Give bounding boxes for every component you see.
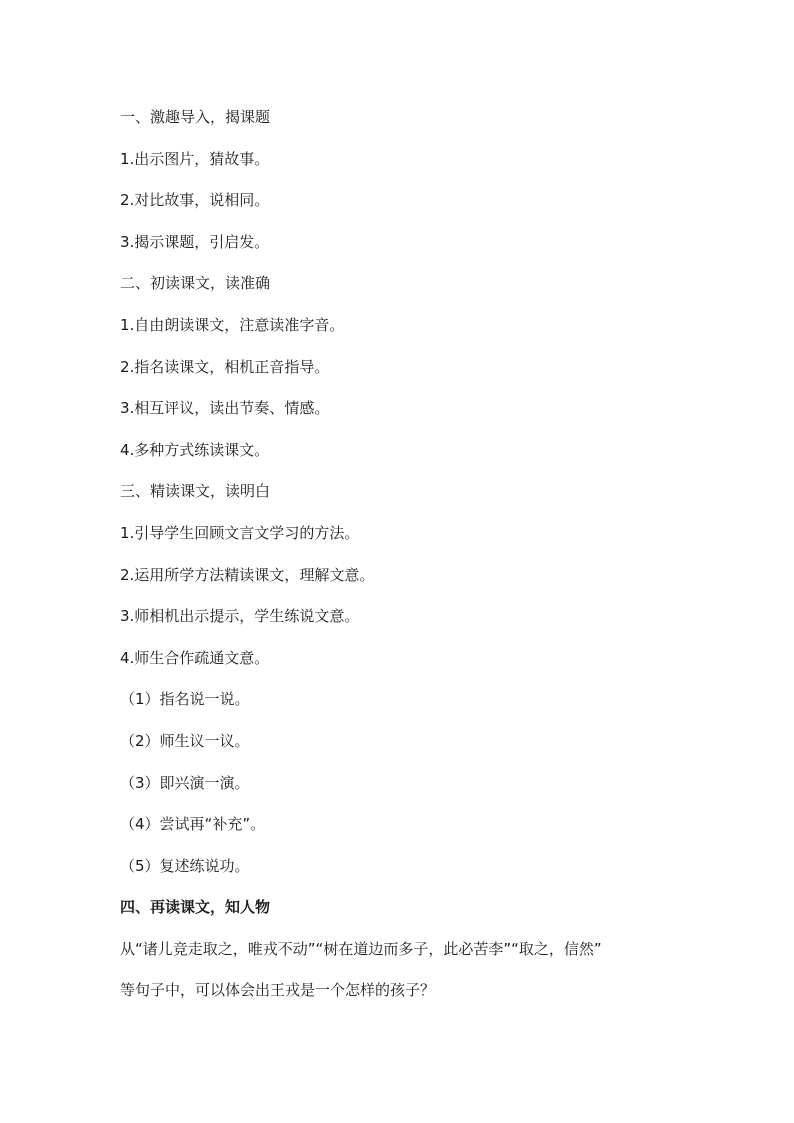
section-heading-3: 三、精读课文，读明白	[120, 482, 271, 501]
paragraph-line-2: 等句子中，可以体会出王戎是一个怎样的孩子？	[120, 981, 436, 1000]
section-heading-2: 二、初读课文，读准确	[120, 274, 271, 293]
paragraph-line-1: 从“诸儿竞走取之，唯戎不动”“树在道边而多子，此必苦李”“取之，信然”	[120, 939, 602, 958]
list-item: 4.多种方式练读课文。	[120, 440, 270, 459]
sub-list-item: （3）即兴演一演。	[120, 773, 250, 792]
list-item: 2.指名读课文，相机正音指导。	[120, 357, 330, 376]
list-item: 2.运用所学方法精读课文，理解文意。	[120, 565, 375, 584]
list-item: 3.相互评议，读出节奏、情感。	[120, 399, 330, 418]
list-item: 1.出示图片，猜故事。	[120, 149, 270, 168]
section-heading-4: 四、再读课文，知人物	[120, 898, 271, 917]
sub-list-item: （4）尝试再“补充”。	[120, 815, 266, 834]
list-item: 3.揭示课题，引启发。	[120, 232, 270, 251]
list-item: 1.自由朗读课文，注意读准字音。	[120, 315, 345, 334]
list-item: 2.对比故事，说相同。	[120, 191, 270, 210]
section-heading-1: 一、激趣导入，揭课题	[120, 108, 271, 126]
document-body	[120, 107, 700, 1022]
sub-list-item: （1）指名说一说。	[120, 690, 250, 709]
list-item: 1.引导学生回顾文言文学习的方法。	[120, 523, 360, 542]
sub-list-item: （5）复述练说功。	[120, 856, 250, 875]
list-item: 3.师相机出示提示，学生练说文意。	[120, 607, 360, 626]
list-item: 4.师生合作疏通文意。	[120, 648, 270, 667]
sub-list-item: （2）师生议一议。	[120, 731, 250, 750]
